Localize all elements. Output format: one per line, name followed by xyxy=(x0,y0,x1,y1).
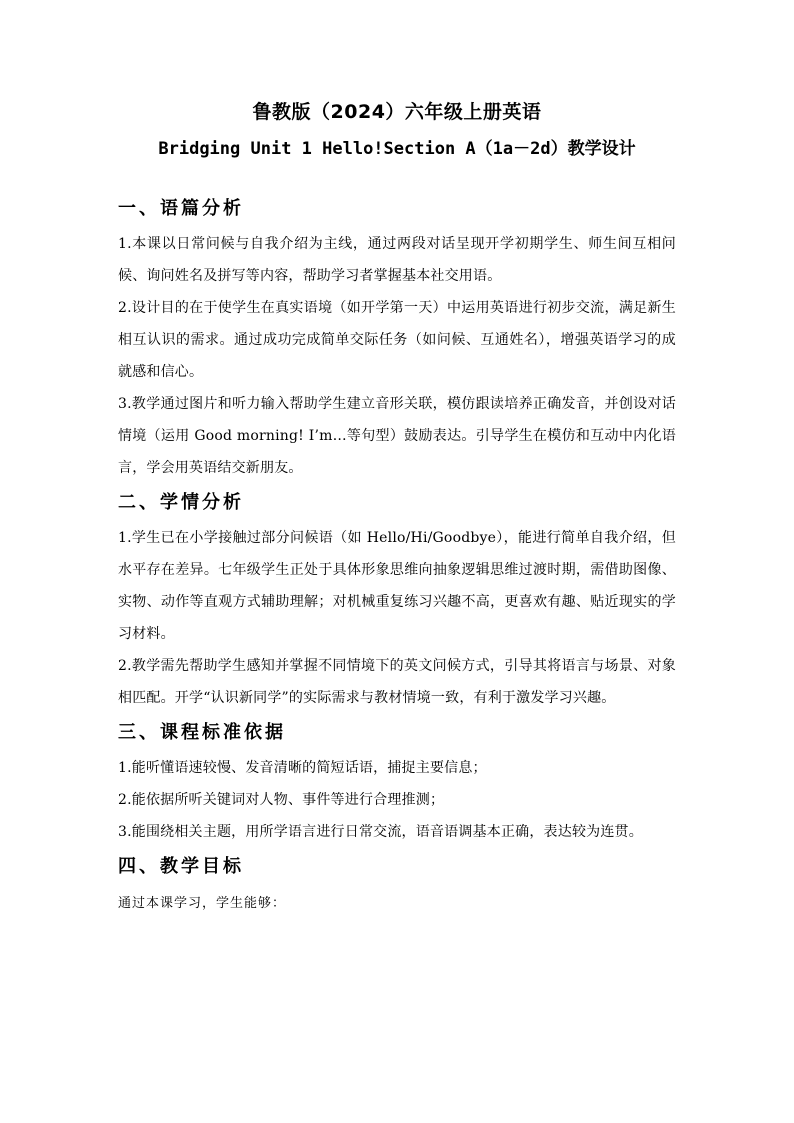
paragraph: 1.本课以日常问候与自我介绍为主线，通过两段对话呈现开学初期学生、师生间互相问候、询问姓名及拼写等内容，帮助学习者掌握基本社交用语。 xyxy=(118,236,676,284)
section-heading-teaching-objectives: 四、教学目标 xyxy=(118,856,244,877)
section-intro-text: 通过本课学习，学生能够： xyxy=(118,896,287,911)
paragraph: 3.教学通过图片和听力输入帮助学生建立音形关联，模仿跟读培养正确发音，并创设对话情境（运用 Good morning! I’m…等句型）鼓励表达。引导学生在模仿和互动中内化语言，学会用英语结交新朋友。 xyxy=(118,396,676,476)
paragraph: 2.能依据所听关键词对人物、事件等进行合理推测； xyxy=(118,792,445,808)
paragraph: 1.能听懂语速较慢、发音清晰的简短话语，捕捉主要信息； xyxy=(118,760,487,776)
paragraph: 3.能围绕相关主题，用所学语言进行日常交流，语音语调基本正确，表达较为连贯。 xyxy=(118,824,643,840)
section-heading-discourse-analysis: 一、语篇分析 xyxy=(118,198,244,219)
document-title: 鲁教版（2024）六年级上册英语 xyxy=(252,101,542,123)
paragraph: 1.学生已在小学接触过部分问候语（如 Hello/Hi/Goodbye），能进行简单自我介绍，但水平存在差异。七年级学生正处于具体形象思维向抽象逻辑思维过渡时期，需借助图像、实物、动作等直观方式辅助理解；对机械重复练习兴趣不高，更喜欢有趣、贴近现实的学习材料。 xyxy=(118,530,676,642)
paragraph: 2.教学需先帮助学生感知并掌握不同情境下的英文问候方式，引导其将语言与场景、对象相匹配。开学“认识新同学”的实际需求与教材情境一致，有利于激发学习兴趣。 xyxy=(118,658,676,706)
paragraph: 2.设计目的在于使学生在真实语境（如开学第一天）中运用英语进行初步交流，满足新生相互认识的需求。通过成功完成简单交际任务（如问候、互通姓名），增强英语学习的成就感和信心。 xyxy=(118,300,676,380)
section-heading-learner-analysis: 二、学情分析 xyxy=(118,492,244,513)
section-heading-curriculum-standards: 三、课程标准依据 xyxy=(118,722,286,743)
document-subtitle: Bridging Unit 1 Hello!Section A（1a－2d）教学设计 xyxy=(158,139,636,159)
